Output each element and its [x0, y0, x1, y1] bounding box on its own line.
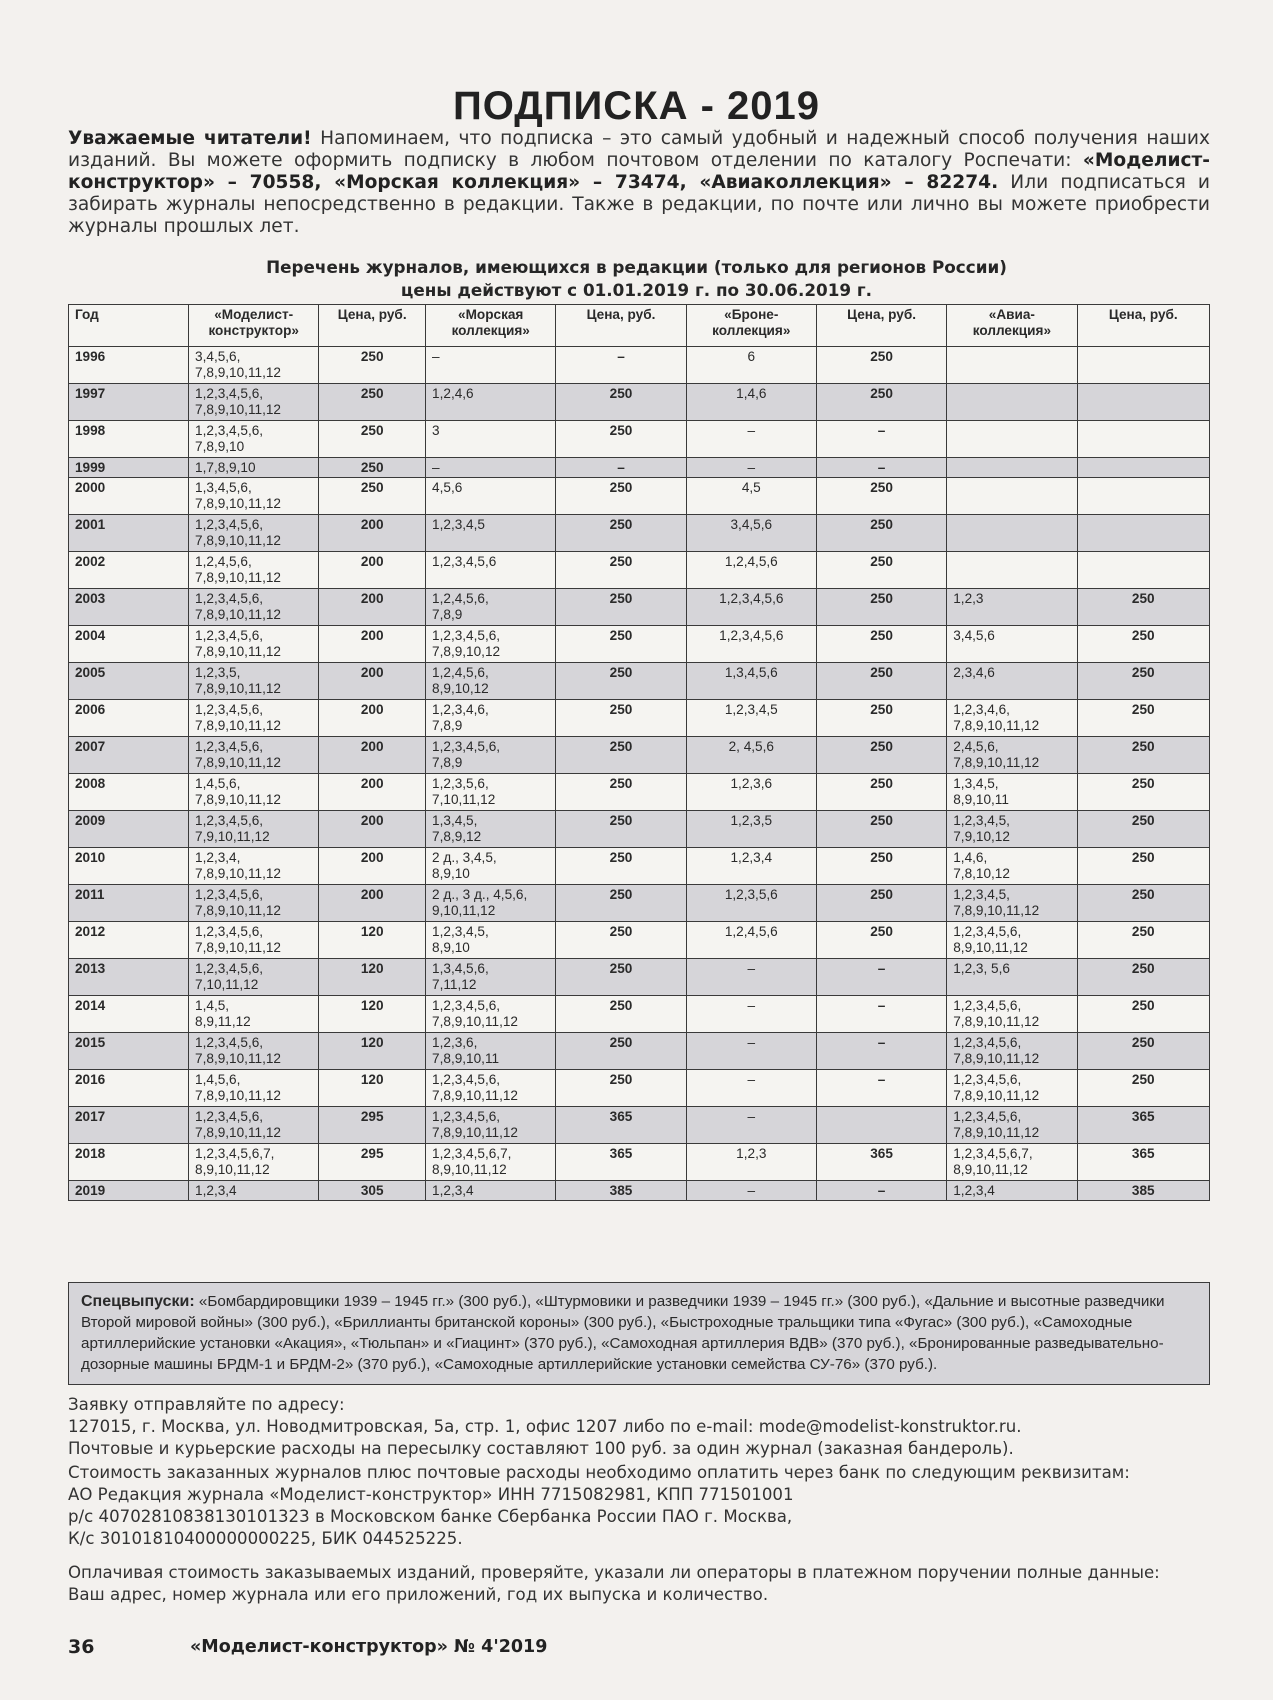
- cell-bronya-price: 250: [816, 478, 946, 515]
- cell-avia-price: [1077, 384, 1209, 421]
- cell-modelist-issues: 1,2,3,4,5,6, 7,8,9,10,11,12: [189, 1107, 319, 1144]
- cell-bronya-issues: 1,2,3,4,5,6: [686, 626, 816, 663]
- cell-morskaya-issues: 1,2,3,4,5,6, 7,8,9,10,11,12: [426, 996, 556, 1033]
- cell-bronya-issues: 6: [686, 347, 816, 384]
- cell-morskaya-issues: 1,2,3,4: [426, 1181, 556, 1201]
- cell-avia-issues: 2,3,4,6: [947, 663, 1077, 700]
- cell-modelist-issues: 1,2,3,4, 7,8,9,10,11,12: [189, 848, 319, 885]
- cell-bronya-price: –: [816, 1033, 946, 1070]
- cell-morskaya-price: 365: [556, 1107, 686, 1144]
- cell-bronya-issues: 2, 4,5,6: [686, 737, 816, 774]
- cell-avia-issues: 1,2,3,4,5,6,7, 8,9,10,11,12: [947, 1144, 1077, 1181]
- cell-year: 2015: [69, 1033, 189, 1070]
- cell-modelist-issues: 1,2,3,4,5,6, 7,8,9,10,11,12: [189, 589, 319, 626]
- table-row: [69, 1070, 1210, 1107]
- cell-modelist-issues: 1,4,5,6, 7,8,9,10,11,12: [189, 1070, 319, 1107]
- header-year: Год: [69, 305, 189, 347]
- special-issues-text: «Бомбардировщики 1939 – 1945 гг.» (300 руб.), «Штурмовики и разведчики 1939 – 1945 гг.» (300 руб.), «Дальние и высотные разведчики Второй мировой войны» (300 руб.), «Бриллианты британской короны» (300 руб.), «Быстроходные тральщики типа «Фугас» (300 руб.), «Самоходные артиллерийские установки «Акация», «Тюльпан» и «Гиацинт» (370 руб.), «Самоходная артиллерия ВДВ» (370 руб.), «Бронированные разведывательно-дозорные машины БРДМ-1 и БРДМ-2» (370 руб.), «Самоходные артиллерийские установки семейства СУ-76» (370 руб.).: [81, 1293, 1165, 1373]
- cell-morskaya-price: 250: [556, 421, 686, 458]
- cell-year: 2001: [69, 515, 189, 552]
- cell-morskaya-issues: 1,3,4,5,6, 7,11,12: [426, 959, 556, 996]
- cell-modelist-price: 305: [319, 1181, 426, 1201]
- cell-year: 1998: [69, 421, 189, 458]
- cell-avia-issues: [947, 478, 1077, 515]
- cell-avia-issues: 1,2,3,4,5,6, 7,8,9,10,11,12: [947, 996, 1077, 1033]
- cell-modelist-issues: 1,2,3,4,5,6, 7,8,9,10,11,12: [189, 700, 319, 737]
- cell-morskaya-issues: 1,2,3,4,6, 7,8,9: [426, 700, 556, 737]
- table-row: [69, 996, 1210, 1033]
- cell-year: 2007: [69, 737, 189, 774]
- cell-avia-price: 250: [1077, 1033, 1209, 1070]
- cell-avia-issues: [947, 384, 1077, 421]
- cell-bronya-issues: 3,4,5,6: [686, 515, 816, 552]
- cell-morskaya-price: 250: [556, 384, 686, 421]
- cell-morskaya-price: 250: [556, 515, 686, 552]
- cell-modelist-issues: 1,2,3,4,5,6, 7,8,9,10,11,12: [189, 737, 319, 774]
- cell-modelist-issues: 1,2,3,4,5,6, 7,8,9,10,11,12: [189, 384, 319, 421]
- cell-modelist-issues: 1,2,3,4,5,6, 7,8,9,10,11,12: [189, 885, 319, 922]
- table-row: [69, 1107, 1210, 1144]
- cell-modelist-price: 295: [319, 1144, 426, 1181]
- cell-morskaya-issues: 1,2,3,4,5,6, 7,8,9,10,11,12: [426, 1070, 556, 1107]
- page-number: 36: [68, 1636, 95, 1658]
- table-body: [69, 347, 1210, 1201]
- intro-lead: Уважаемые читатели!: [68, 128, 312, 149]
- cell-modelist-price: 250: [319, 458, 426, 478]
- note-line-2: Ваш адрес, номер журнала или его приложений, год их выпуска и количество.: [68, 1585, 769, 1604]
- cell-avia-price: 250: [1077, 922, 1209, 959]
- cell-bronya-issues: –: [686, 421, 816, 458]
- table-row: [69, 959, 1210, 996]
- bank-line-4: К/с 30101810400000000225, БИК 044525225.: [68, 1529, 463, 1548]
- cell-modelist-issues: 1,2,3,4: [189, 1181, 319, 1201]
- cell-avia-price: [1077, 347, 1209, 384]
- cell-year: 2010: [69, 848, 189, 885]
- cell-year: 2014: [69, 996, 189, 1033]
- table-caption-line-1: Перечень журналов, имеющихся в редакции (только для регионов России): [266, 257, 1007, 277]
- cell-modelist-price: 250: [319, 478, 426, 515]
- cell-modelist-price: 200: [319, 737, 426, 774]
- cell-morskaya-issues: 1,2,4,5,6, 7,8,9: [426, 589, 556, 626]
- cell-morskaya-issues: 2 д., 3 д., 4,5,6, 9,10,11,12: [426, 885, 556, 922]
- cell-modelist-issues: 1,2,3,4,5,6, 7,8,9,10,11,12: [189, 922, 319, 959]
- cell-modelist-issues: 1,7,8,9,10: [189, 458, 319, 478]
- cell-avia-price: 250: [1077, 700, 1209, 737]
- cell-morskaya-issues: –: [426, 347, 556, 384]
- cell-modelist-price: 200: [319, 589, 426, 626]
- cell-bronya-issues: 1,2,4,5,6: [686, 552, 816, 589]
- special-issues-box: [68, 1282, 1210, 1385]
- cell-morskaya-issues: 1,2,3,4,5: [426, 515, 556, 552]
- cell-bronya-price: –: [816, 996, 946, 1033]
- cell-avia-price: 250: [1077, 885, 1209, 922]
- cell-morskaya-price: 250: [556, 885, 686, 922]
- cell-avia-price: 250: [1077, 996, 1209, 1033]
- cell-avia-price: 250: [1077, 848, 1209, 885]
- cell-bronya-price: 250: [816, 885, 946, 922]
- cell-modelist-price: 120: [319, 959, 426, 996]
- cell-modelist-price: 120: [319, 1070, 426, 1107]
- table-row: [69, 922, 1210, 959]
- table-row: [69, 885, 1210, 922]
- intro-paragraph: [68, 128, 1210, 238]
- cell-bronya-issues: –: [686, 1033, 816, 1070]
- cell-avia-issues: [947, 347, 1077, 384]
- cell-year: 1999: [69, 458, 189, 478]
- subscription-table: [68, 304, 1210, 1201]
- cell-avia-price: 250: [1077, 737, 1209, 774]
- table-header-row: [69, 305, 1210, 347]
- cell-morskaya-price: 250: [556, 663, 686, 700]
- bank-line-3: р/с 40702810838130101323 в Московском банке Сбербанка России ПАО г. Москва,: [68, 1507, 793, 1526]
- cell-morskaya-price: 250: [556, 1070, 686, 1107]
- cell-morskaya-issues: 1,3,4,5, 7,8,9,12: [426, 811, 556, 848]
- cell-modelist-price: 200: [319, 663, 426, 700]
- cell-avia-issues: [947, 552, 1077, 589]
- cell-bronya-issues: 1,2,3,4,5: [686, 700, 816, 737]
- cell-year: 1997: [69, 384, 189, 421]
- cell-bronya-issues: 1,2,4,5,6: [686, 922, 816, 959]
- cell-morskaya-price: 250: [556, 959, 686, 996]
- cell-year: 2016: [69, 1070, 189, 1107]
- cell-morskaya-price: 250: [556, 774, 686, 811]
- cell-modelist-price: 200: [319, 774, 426, 811]
- cell-year: 2003: [69, 589, 189, 626]
- cell-avia-issues: 2,4,5,6, 7,8,9,10,11,12: [947, 737, 1077, 774]
- cell-avia-issues: [947, 458, 1077, 478]
- order-line-3: Почтовые и курьерские расходы на пересылку составляют 100 руб. за один журнал (заказная бандероль).: [68, 1439, 1014, 1458]
- cell-modelist-issues: 1,2,3,4,5,6, 7,9,10,11,12: [189, 811, 319, 848]
- cell-bronya-price: 250: [816, 515, 946, 552]
- cell-avia-issues: 1,2,3,4,6, 7,8,9,10,11,12: [947, 700, 1077, 737]
- cell-avia-price: 250: [1077, 811, 1209, 848]
- cell-avia-price: [1077, 458, 1209, 478]
- cell-bronya-price: 250: [816, 737, 946, 774]
- cell-avia-price: 250: [1077, 663, 1209, 700]
- cell-morskaya-issues: 3: [426, 421, 556, 458]
- header-bronya: «Броне-коллекция»: [686, 305, 816, 347]
- cell-bronya-issues: 1,2,3,5,6: [686, 885, 816, 922]
- page-title: ПОДПИСКА - 2019: [452, 84, 821, 128]
- cell-bronya-issues: –: [686, 996, 816, 1033]
- table-row: [69, 384, 1210, 421]
- header-modelist-price: Цена, руб.: [319, 305, 426, 347]
- cell-bronya-price: 365: [816, 1144, 946, 1181]
- payment-note-block: [68, 1562, 1210, 1606]
- cell-bronya-issues: –: [686, 1107, 816, 1144]
- cell-modelist-issues: 1,4,5,6, 7,8,9,10,11,12: [189, 774, 319, 811]
- order-address-block: [68, 1394, 1210, 1460]
- cell-avia-price: 385: [1077, 1181, 1209, 1201]
- cell-avia-issues: 1,2,3: [947, 589, 1077, 626]
- cell-bronya-price: –: [816, 1181, 946, 1201]
- cell-bronya-price: 250: [816, 663, 946, 700]
- cell-morskaya-issues: 1,2,4,6: [426, 384, 556, 421]
- cell-bronya-price: 250: [816, 774, 946, 811]
- cell-modelist-price: 250: [319, 347, 426, 384]
- cell-modelist-issues: 1,2,3,5, 7,8,9,10,11,12: [189, 663, 319, 700]
- cell-avia-issues: 1,2,3, 5,6: [947, 959, 1077, 996]
- cell-morskaya-issues: 1,2,3,4,5,6, 7,8,9: [426, 737, 556, 774]
- bank-line-1: Стоимость заказанных журналов плюс почтовые расходы необходимо оплатить через банк по следующим реквизитам:: [68, 1463, 1130, 1482]
- header-bronya-price: Цена, руб.: [816, 305, 946, 347]
- cell-modelist-issues: 1,2,3,4,5,6, 7,8,9,10,11,12: [189, 515, 319, 552]
- cell-avia-price: 250: [1077, 626, 1209, 663]
- cell-bronya-issues: –: [686, 1181, 816, 1201]
- table-row: [69, 1144, 1210, 1181]
- cell-bronya-price: 250: [816, 626, 946, 663]
- cell-bronya-issues: –: [686, 959, 816, 996]
- cell-bronya-price: 250: [816, 811, 946, 848]
- cell-morskaya-price: 250: [556, 848, 686, 885]
- cell-avia-issues: 1,2,3,4,5,6, 8,9,10,11,12: [947, 922, 1077, 959]
- cell-avia-price: 250: [1077, 589, 1209, 626]
- cell-morskaya-issues: 1,2,4,5,6, 8,9,10,12: [426, 663, 556, 700]
- cell-bronya-price: –: [816, 458, 946, 478]
- cell-morskaya-price: 250: [556, 1033, 686, 1070]
- cell-modelist-issues: 1,2,3,4,5,6, 7,8,9,10: [189, 421, 319, 458]
- cell-avia-price: 365: [1077, 1144, 1209, 1181]
- cell-bronya-price: 250: [816, 384, 946, 421]
- cell-morskaya-issues: 1,2,3,4,5,6, 7,8,9,10,11,12: [426, 1107, 556, 1144]
- table-row: [69, 1181, 1210, 1201]
- cell-modelist-issues: 1,2,3,4,5,6, 7,8,9,10,11,12: [189, 626, 319, 663]
- cell-modelist-issues: 1,4,5, 8,9,11,12: [189, 996, 319, 1033]
- intro-text-1: Напоминаем, что подписка – это самый удобный и надежный способ получения наших изданий. Вы можете оформить подписку в любом почтовом отделении по каталогу Роспечати:: [68, 128, 1210, 171]
- cell-modelist-price: 295: [319, 1107, 426, 1144]
- cell-bronya-issues: 1,4,6: [686, 384, 816, 421]
- cell-year: 2008: [69, 774, 189, 811]
- cell-morskaya-price: 250: [556, 922, 686, 959]
- special-issues-label: Спецвыпуски:: [81, 1293, 195, 1310]
- cell-morskaya-issues: 1,2,3,6, 7,8,9,10,11: [426, 1033, 556, 1070]
- cell-modelist-issues: 1,2,3,4,5,6, 7,10,11,12: [189, 959, 319, 996]
- cell-year: 2006: [69, 700, 189, 737]
- cell-modelist-price: 200: [319, 515, 426, 552]
- cell-modelist-price: 120: [319, 1033, 426, 1070]
- cell-bronya-price: –: [816, 421, 946, 458]
- header-morskaya-price: Цена, руб.: [556, 305, 686, 347]
- cell-morskaya-price: 250: [556, 589, 686, 626]
- cell-modelist-issues: 1,2,4,5,6, 7,8,9,10,11,12: [189, 552, 319, 589]
- cell-morskaya-issues: 1,2,3,4,5,6,7, 8,9,10,11,12: [426, 1144, 556, 1181]
- note-line-1: Оплачивая стоимость заказываемых изданий, проверяйте, указали ли операторы в платежном поручении полные данные:: [68, 1563, 1160, 1582]
- table-row: [69, 515, 1210, 552]
- table-row: [69, 458, 1210, 478]
- table-row: [69, 347, 1210, 384]
- header-modelist: «Моделист-конструктор»: [189, 305, 319, 347]
- cell-avia-issues: 1,4,6, 7,8,10,12: [947, 848, 1077, 885]
- cell-morskaya-issues: 1,2,3,5,6, 7,10,11,12: [426, 774, 556, 811]
- cell-morskaya-issues: 4,5,6: [426, 478, 556, 515]
- cell-bronya-issues: 1,2,3,4: [686, 848, 816, 885]
- cell-avia-price: [1077, 421, 1209, 458]
- order-line-1: Заявку отправляйте по адресу:: [68, 1395, 345, 1414]
- table-row: [69, 1033, 1210, 1070]
- bank-details-block: [68, 1462, 1210, 1550]
- cell-morskaya-price: 250: [556, 811, 686, 848]
- cell-morskaya-price: 250: [556, 552, 686, 589]
- cell-avia-issues: 1,2,3,4,5, 7,8,9,10,11,12: [947, 885, 1077, 922]
- cell-avia-issues: 3,4,5,6: [947, 626, 1077, 663]
- cell-bronya-price: 250: [816, 922, 946, 959]
- cell-morskaya-price: –: [556, 458, 686, 478]
- cell-morskaya-issues: 1,2,3,4,5,6, 7,8,9,10,12: [426, 626, 556, 663]
- cell-morskaya-price: –: [556, 347, 686, 384]
- cell-bronya-price: 250: [816, 589, 946, 626]
- cell-avia-price: 250: [1077, 959, 1209, 996]
- cell-avia-issues: 1,2,3,4: [947, 1181, 1077, 1201]
- table-row: [69, 626, 1210, 663]
- cell-year: 2009: [69, 811, 189, 848]
- cell-bronya-price: 250: [816, 347, 946, 384]
- cell-avia-issues: 1,2,3,4,5,6, 7,8,9,10,11,12: [947, 1107, 1077, 1144]
- cell-bronya-issues: 4,5: [686, 478, 816, 515]
- cell-modelist-issues: 1,3,4,5,6, 7,8,9,10,11,12: [189, 478, 319, 515]
- cell-modelist-price: 200: [319, 811, 426, 848]
- cell-modelist-issues: 1,2,3,4,5,6,7, 8,9,10,11,12: [189, 1144, 319, 1181]
- cell-avia-price: [1077, 515, 1209, 552]
- header-avia-price: Цена, руб.: [1077, 305, 1209, 347]
- cell-modelist-price: 200: [319, 626, 426, 663]
- header-avia: «Авиа-коллекция»: [947, 305, 1077, 347]
- cell-morskaya-price: 250: [556, 626, 686, 663]
- cell-morskaya-price: 250: [556, 700, 686, 737]
- cell-year: 2004: [69, 626, 189, 663]
- table-row: [69, 421, 1210, 458]
- cell-modelist-price: 120: [319, 922, 426, 959]
- cell-morskaya-issues: –: [426, 458, 556, 478]
- cell-morskaya-price: 250: [556, 996, 686, 1033]
- cell-bronya-issues: 1,2,3,6: [686, 774, 816, 811]
- cell-avia-issues: [947, 421, 1077, 458]
- table-row: [69, 774, 1210, 811]
- cell-year: 2017: [69, 1107, 189, 1144]
- cell-bronya-price: 250: [816, 552, 946, 589]
- cell-modelist-issues: 1,2,3,4,5,6, 7,8,9,10,11,12: [189, 1033, 319, 1070]
- intro-catalog-indexes: «Моделист-конструктор» – 70558, «Морская коллекция» – 73474, «Авиаколлекция» – 82274.: [68, 150, 1210, 193]
- cell-year: 2012: [69, 922, 189, 959]
- cell-avia-price: [1077, 552, 1209, 589]
- table-row: [69, 848, 1210, 885]
- table-caption: [200, 256, 1073, 302]
- cell-morskaya-issues: 2 д., 3,4,5, 8,9,10: [426, 848, 556, 885]
- bank-line-2: АО Редакция журнала «Моделист-конструктор» ИНН 7715082981, КПП 771501001: [68, 1485, 794, 1504]
- cell-avia-issues: [947, 515, 1077, 552]
- cell-morskaya-price: 250: [556, 737, 686, 774]
- cell-modelist-price: 250: [319, 384, 426, 421]
- cell-bronya-price: [816, 1107, 946, 1144]
- table-row: [69, 700, 1210, 737]
- cell-modelist-price: 200: [319, 848, 426, 885]
- table-row: [69, 811, 1210, 848]
- cell-morskaya-price: 385: [556, 1181, 686, 1201]
- cell-avia-issues: 1,2,3,4,5,6, 7,8,9,10,11,12: [947, 1033, 1077, 1070]
- order-line-2: 127015, г. Москва, ул. Новодмитровская, 5а, стр. 1, офис 1207 либо по e-mail: mode@modelist-konstruktor.ru.: [68, 1417, 1022, 1436]
- cell-bronya-issues: 1,3,4,5,6: [686, 663, 816, 700]
- cell-avia-price: 250: [1077, 774, 1209, 811]
- header-morskaya: «Морская коллекция»: [426, 305, 556, 347]
- cell-bronya-issues: 1,2,3: [686, 1144, 816, 1181]
- table-row: [69, 478, 1210, 515]
- cell-modelist-price: 200: [319, 552, 426, 589]
- cell-year: 2019: [69, 1181, 189, 1201]
- cell-year: 2018: [69, 1144, 189, 1181]
- cell-morskaya-issues: 1,2,3,4,5,6: [426, 552, 556, 589]
- cell-avia-price: 250: [1077, 1070, 1209, 1107]
- cell-year: 2005: [69, 663, 189, 700]
- cell-bronya-issues: –: [686, 1070, 816, 1107]
- cell-modelist-price: 250: [319, 421, 426, 458]
- intro-text-2: Или подписаться и забирать журналы непосредственно в редакции. Также в редакции, по почте или лично вы можете приобрести журналы прошлых лет.: [68, 172, 1210, 237]
- cell-avia-issues: 1,2,3,4,5, 7,9,10,12: [947, 811, 1077, 848]
- cell-modelist-issues: 3,4,5,6, 7,8,9,10,11,12: [189, 347, 319, 384]
- cell-bronya-price: –: [816, 959, 946, 996]
- cell-bronya-price: –: [816, 1070, 946, 1107]
- table-caption-line-2: цены действуют с 01.01.2019 г. по 30.06.2019 г.: [400, 280, 873, 300]
- table-row: [69, 663, 1210, 700]
- cell-year: 2011: [69, 885, 189, 922]
- cell-year: 1996: [69, 347, 189, 384]
- cell-year: 2013: [69, 959, 189, 996]
- cell-bronya-issues: 1,2,3,4,5,6: [686, 589, 816, 626]
- cell-modelist-price: 200: [319, 885, 426, 922]
- cell-bronya-issues: 1,2,3,5: [686, 811, 816, 848]
- cell-morskaya-issues: 1,2,3,4,5, 8,9,10: [426, 922, 556, 959]
- cell-year: 2002: [69, 552, 189, 589]
- table-row: [69, 589, 1210, 626]
- table-row: [69, 552, 1210, 589]
- magazine-issue-footer: «Моделист-конструктор» № 4'2019: [190, 1637, 548, 1657]
- table-row: [69, 737, 1210, 774]
- cell-morskaya-price: 250: [556, 478, 686, 515]
- cell-morskaya-price: 365: [556, 1144, 686, 1181]
- cell-bronya-issues: –: [686, 458, 816, 478]
- cell-modelist-price: 200: [319, 700, 426, 737]
- cell-bronya-price: 250: [816, 700, 946, 737]
- cell-modelist-price: 120: [319, 996, 426, 1033]
- cell-avia-price: 365: [1077, 1107, 1209, 1144]
- cell-year: 2000: [69, 478, 189, 515]
- cell-avia-issues: 1,2,3,4,5,6, 7,8,9,10,11,12: [947, 1070, 1077, 1107]
- cell-avia-issues: 1,3,4,5, 8,9,10,11: [947, 774, 1077, 811]
- cell-avia-price: [1077, 478, 1209, 515]
- cell-bronya-price: 250: [816, 848, 946, 885]
